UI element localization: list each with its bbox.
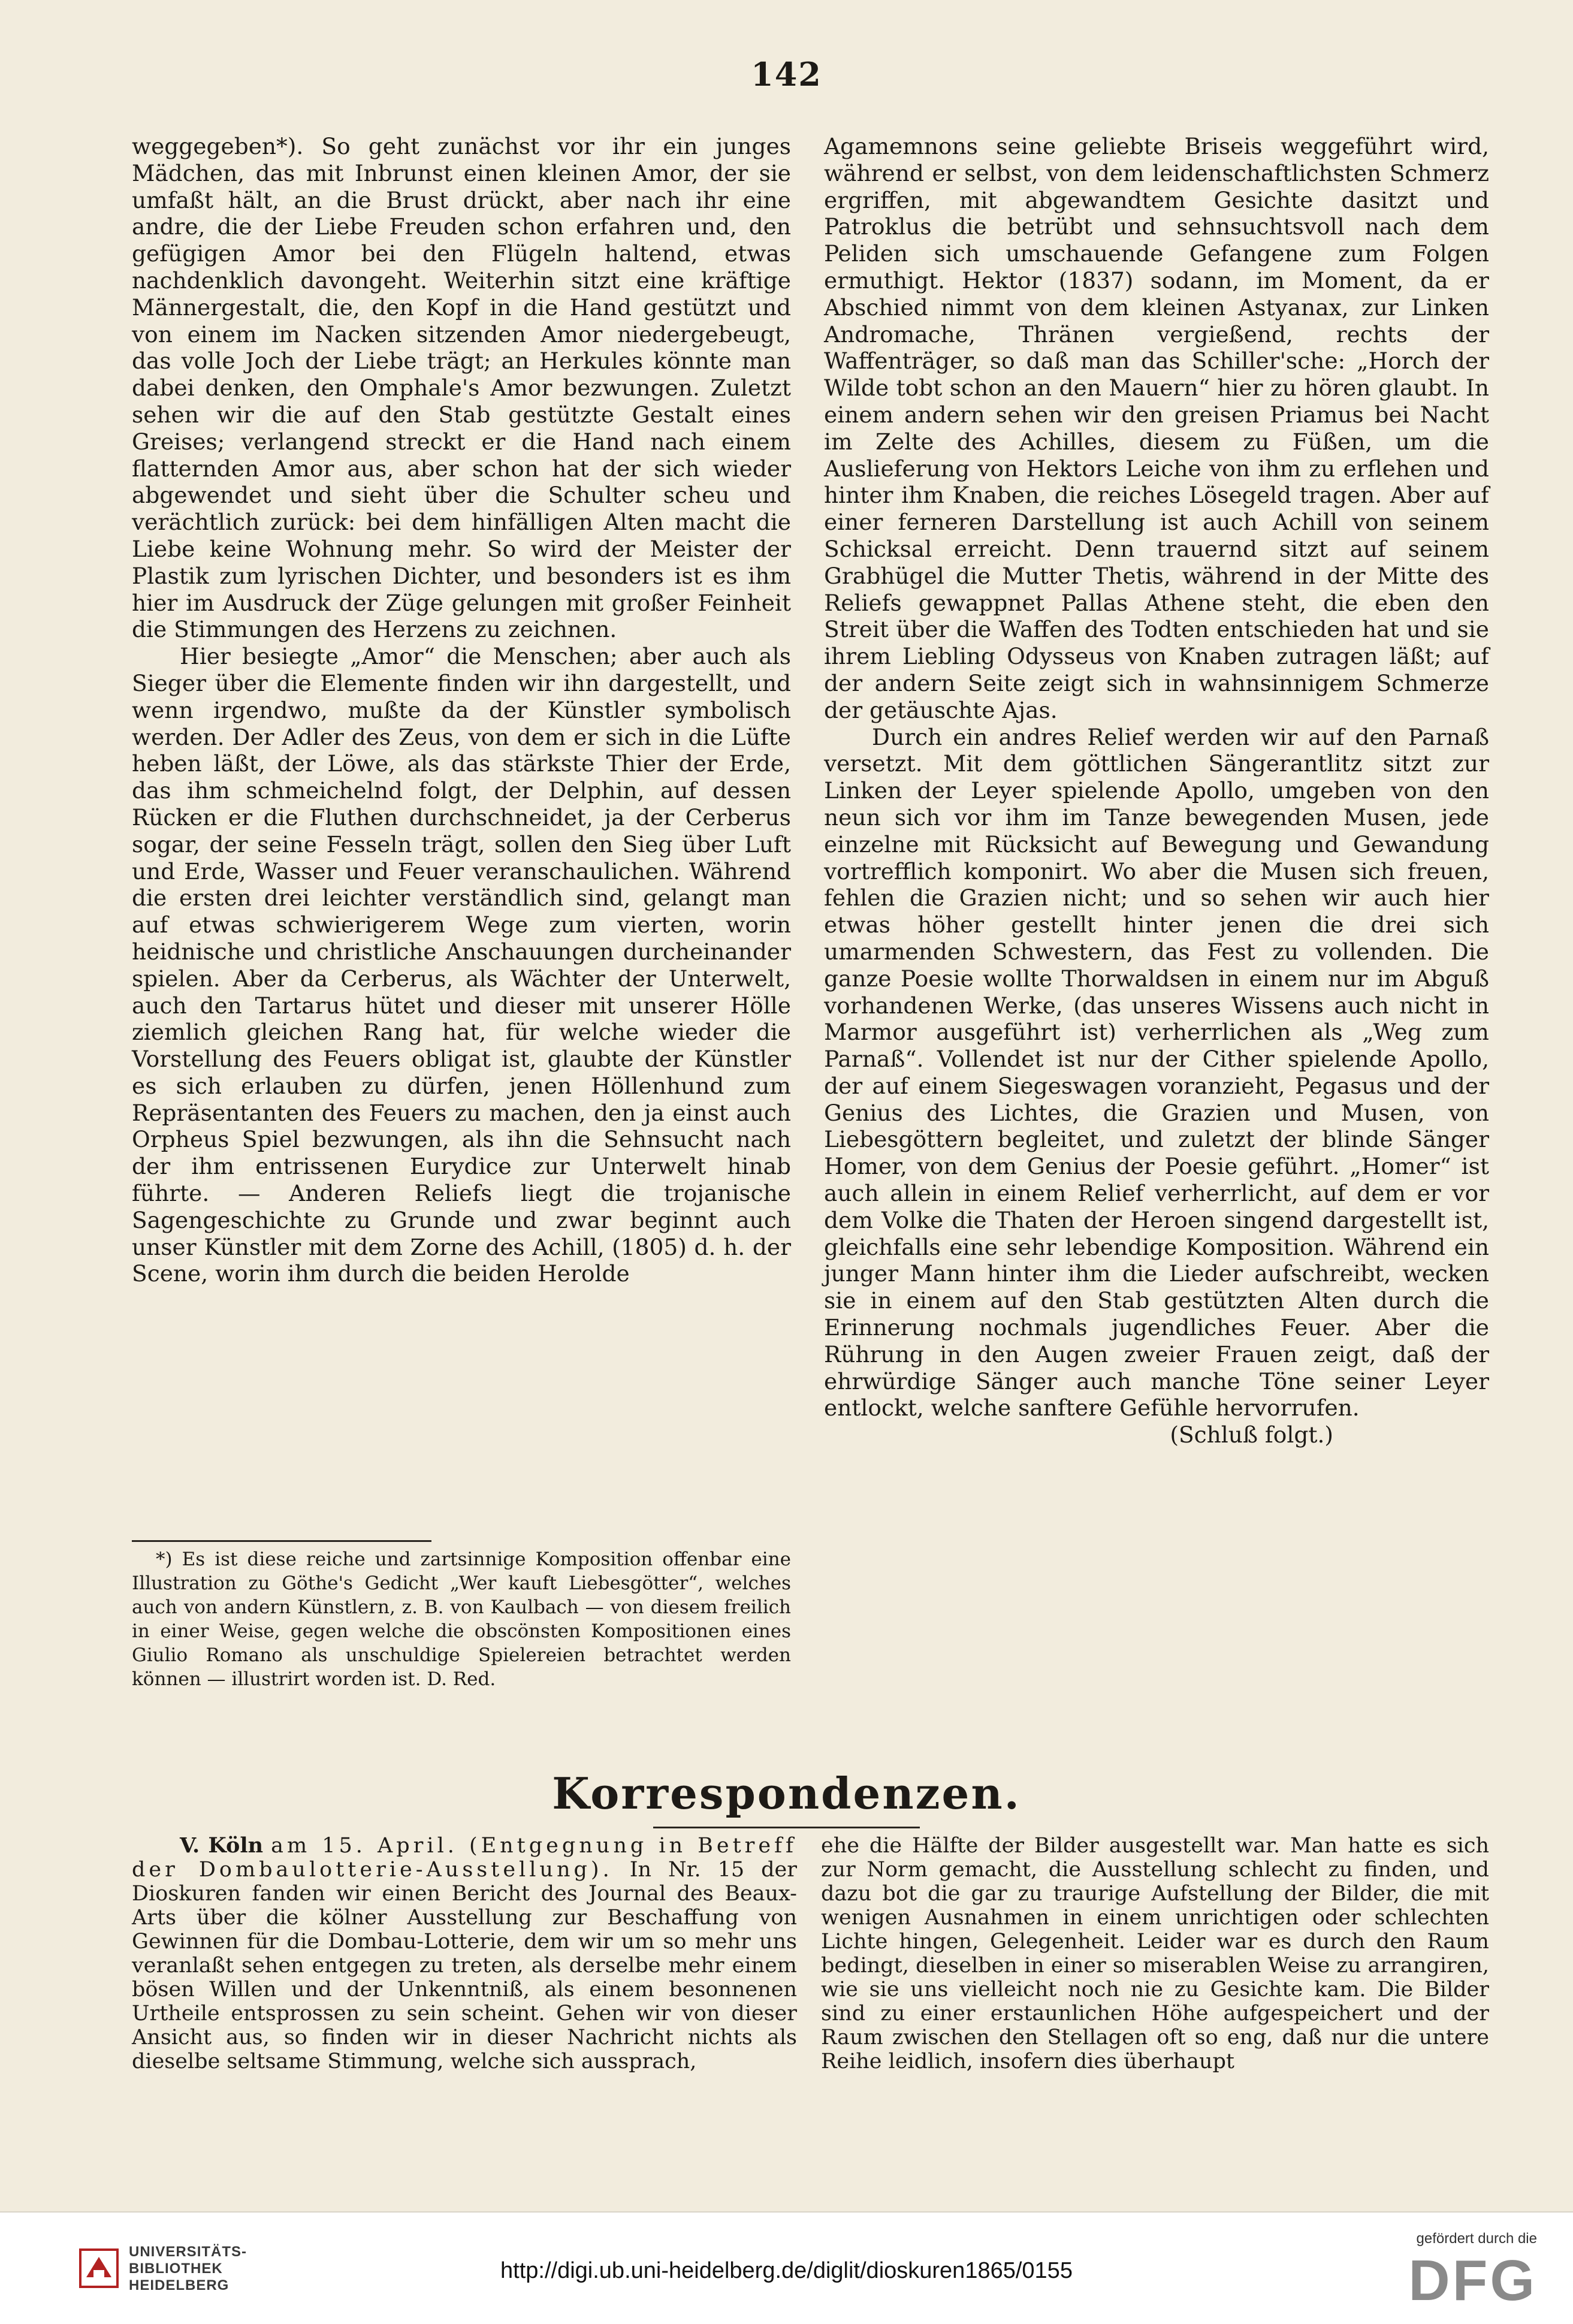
institution-line-2: BIBLIOTHEK — [129, 2260, 223, 2277]
footnote-text: *) Es ist diese reiche und zartsinnige Komposition offenbar eine Illustration zu Göthe's Gedicht „Wer kauft Liebesgötter“, welches auch von andern Künstlern, z. B. von Kaulbach — von diesem freilich in einer Weise, gegen welche die obscönsten Kompositionen eines Giulio Romano als unschuldige Spielereien betrachtet werden können — illustrirt worden ist. D. Red. — [132, 1549, 791, 1690]
footnote-divider — [132, 1540, 431, 1542]
footer-bar — [0, 2211, 1573, 2324]
section-divider — [653, 1827, 920, 1828]
continued-note: (Schluß folgt.) — [1170, 1421, 1333, 1448]
correspondence-right-column — [821, 1834, 1489, 2074]
correspondence-heading: am 15. April. (Entgegnung in Betreff der Dombaulotterie-Ausstellung). — [132, 1834, 797, 1882]
correspondence-left-column — [132, 1834, 797, 2074]
right-paragraph-1: Agamemnons seine geliebte Briseis weggeführt wird, während er selbst, von dem leidenschaftlichsten Schmerz ergriffen, mit abgewandtem Gesichte dasitzt und Patroklus die betrübt und sehnsuchtsvoll nach dem Peliden sich umschauende Gefangene zum Folgen ermuthigt. Hektor (1837) sodann, im Moment, da er Abschied nimmt von dem kleinen Astyanax, zur Linken Andromache, Thränen vergießend, rechts der Waffenträger, so daß man das Schiller'sche: „Horch der Wilde tobt schon an den Mauern“ hier zu hören glaubt. In einem andern sehen wir den greisen Priamus bei Nacht im Zelte des Achilles, diesem zu Füßen, um die Auslieferung von Hektors Leiche von ihm zu erflehen und hinter ihm Knaben, die reiches Lösegeld tragen. Aber auf einer ferneren Darstellung ist auch Achill von seinem Schicksal erreicht. Denn trauernd sitzt auf seinem Grabhügel die Mutter Thetis, während in der Mitte des Reliefs gewappnet Pallas Athene steht, die eben den Streit über die Waffen des Todten entschieden hat und sie ihrem Liebling Odysseus von Knaben zutragen läßt; auf der andern Seite zeigt sich in wahnsinnigem Schmerze der getäuschte Ajas. — [824, 133, 1489, 723]
correspondence-text: In Nr. 15 der Dioskuren fanden wir einen Bericht des Journal des Beaux-Arts über die kölner Ausstellung zur Beschaffung von Gewinnen für die Dombau-Lotterie, dem wir um so mehr uns veranlaßt sehen entgegen zu treten, als derselbe mehr einem bösen Willen und der Unkenntniß, als einem besonnenen Urtheile entsprossen zu sein scheint. Gehen wir von dieser Ansicht aus, so finden wir in dieser Nachricht nichts als dieselbe seltsame Stimmung, welche sich aussprach, — [132, 1858, 797, 2074]
left-paragraph-1: weggegeben*). So geht zunächst vor ihr ein junges Mädchen, das mit Inbrunst einen kleinen Amor, der sie umfaßt hält, an die Brust drückt, aber nach ihr eine andre, die der Liebe Freuden schon erfahren und, den gefügigen Amor bei den Flügeln haltend, etwas nachdenklich davongeht. Weiterhin sitzt eine kräftige Männergestalt, die, den Kopf in die Hand gestützt und von einem im Nacken sitzenden Amor niedergebeugt, das volle Joch der Liebe trägt; an Herkules könnte man dabei denken, den Omphale's Amor bezwungen. Zuletzt sehen wir die auf den Stab gestützte Gestalt eines Greises; verlangend streckt er die Hand nach einem flatternden Amor aus, aber schon hat der sich wieder abgewendet und sieht über die Schulter scheu und verächtlich zurück: bei dem hinfälligen Alten macht die Liebe keine Wohnung mehr. So wird der Meister der Plastik zum lyrischen Dichter, und besonders ist es ihm hier im Ausdruck der Züge gelungen mit großer Feinheit die Stimmungen des Herzens zu zeichnen. — [132, 133, 791, 643]
left-paragraph-2: Hier besiegte „Amor“ die Menschen; aber auch als Sieger über die Elemente finden wir ihn dargestellt, und wenn irgendwo, mußte da der Künstler symbolisch werden. Der Adler des Zeus, von dem er sich in die Lüfte heben läßt, der Löwe, als das stärkste Thier der Erde, das ihm schmeichelnd folgt, der Delphin, auf dessen Rücken er die Fluthen durchschneidet, ja der Cerberus sogar, der seine Fesseln trägt, sollen den Sieg über Luft und Erde, Wasser und Feuer veranschaulichen. Während die ersten drei leichter verständlich sind, gelangt man auf etwas schwierigerem Wege zum vierten, worin heidnische und christliche Anschauungen durcheinander spielen. Aber da Cerberus, als Wächter der Unterwelt, auch den Tartarus hütet und dieser mit unserer Hölle ziemlich gleichen Rang hat, für welche wieder die Vorstellung des Feuers obligat ist, glaubte der Künstler es sich erlauben zu dürfen, jenen Höllenhund zum Repräsentanten des Feuers zu machen, den ja einst auch Orpheus Spiel bezwungen, als ihn die Sehnsucht nach der ihm entrissenen Eurydice zur Unterwelt hinab führte. — Anderen Reliefs liegt die trojanische Sagengeschichte zu Grunde und zwar beginnt auch unser Künstler mit dem Zorne des Achill, (1805) d. h. der Scene, worin ihm durch die beiden Herolde — [132, 643, 791, 1287]
right-paragraph-2: Durch ein andres Relief werden wir auf den Parnaß versetzt. Mit dem göttlichen Sängerantlitz sitzt zur Linken der Leyer spielende Apollo, umgeben von den neun sich vor ihm im Tanze bewegenden Musen, jede einzelne mit Rücksicht auf Bewegung und Gewandung vortrefflich komponirt. Wo aber die Musen sich freuen, fehlen die Grazien nicht; und so sehen wir auch hier etwas höher gestellt hinter jenen die drei sich umarmenden Schwestern, das Fest zu vollenden. Die ganze Poesie wollte Thorwaldsen in einem nur im Abguß vorhandenen Werke, (das unseres Wissens auch nicht in Marmor ausgeführt ist) verherrlichen als „Weg zum Parnaß“. Vollendet ist nur der Cither spielende Apollo, der auf einem Siegeswagen voranzieht, Pegasus und der Genius des Lichtes, die Grazien und Musen, von Liebesgöttern begleitet, und zuletzt der blinde Sänger Homer, von dem Genius der Poesie geführt. „Homer“ ist auch allein in einem Relief verherrlicht, auf dem er vor dem Volke die Thaten der Heroen singend dargestellt ist, gleichfalls eine sehr lebendige Komposition. Während ein junger Mann hinter ihm die Lieder aufschreibt, wecken sie in einem auf den Stab gestützten Alten durch die Erinnerung nochmals jugendliches Feuer. Aber die Rührung in den Augen zweier Frauen zeigt, daß der ehrwürdige Sänger auch manche Töne seiner Leyer entlockt, welche sanftere Gefühle hervorrufen. — [824, 723, 1489, 1421]
funded-by-label: gefördert durch die — [1416, 2231, 1537, 2247]
left-column — [132, 133, 791, 1287]
correspondence-lead: V. Köln — [180, 1833, 264, 1858]
institution-line-3: HEIDELBERG — [129, 2277, 230, 2293]
correspondence-right-text: ehe die Hälfte der Bilder ausgestellt war. Man hatte es sich zur Norm gemacht, die Ausstellung schlecht zu finden, und dazu bot die gar zu traurige Aufstellung der Bilder, die mit wenigen Ausnahmen in einem unrichtigen oder schlechten Lichte hingen, Gelegenheit. Leider war es durch den Raum bedingt, dieselben in einer so miserablen Weise zu arrangiren, wie sie uns vielleicht noch nie zu Gesichte kam. Die Bilder sind zu einer erstaunlichen Höhe aufgespeichert und der Raum zwischen den Stellagen oft so eng, daß nur die untere Reihe leidlich, insofern dies überhaupt — [821, 1834, 1489, 2074]
dfg-logo: DFG — [1408, 2248, 1537, 2313]
page-number: 142 — [751, 55, 822, 93]
footnote — [132, 1547, 791, 1691]
section-title: Korrespondenzen. — [552, 1768, 1021, 1819]
right-column — [824, 133, 1489, 1448]
permalink-url[interactable]: http://digi.ub.uni-heidelberg.de/diglit/dioskuren1865/0155 — [500, 2258, 1073, 2283]
institution-line-1: UNIVERSITÄTS- — [129, 2244, 247, 2260]
